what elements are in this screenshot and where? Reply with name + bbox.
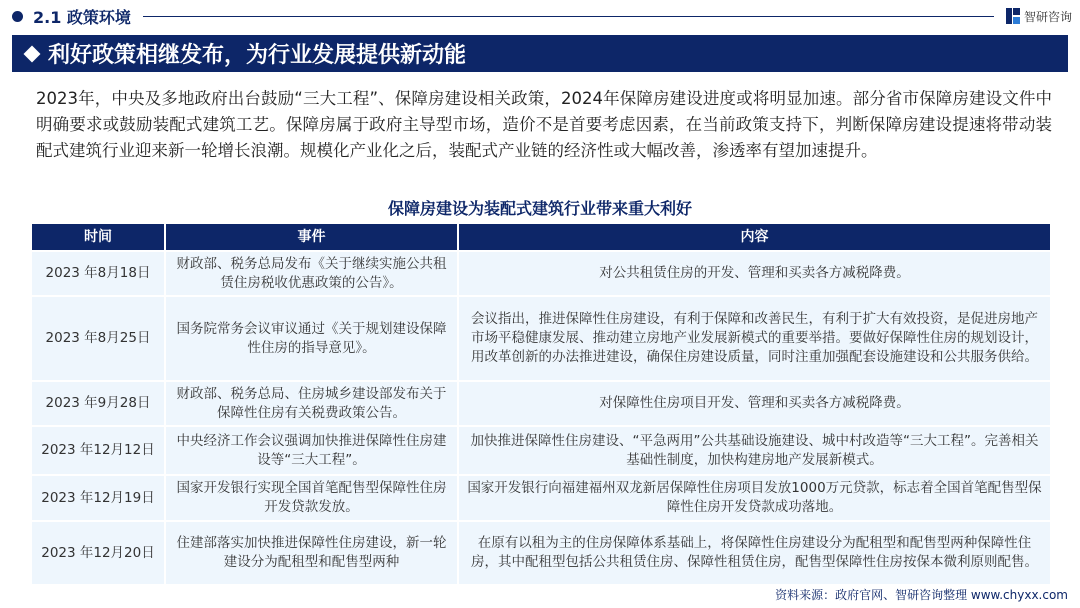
table-row (32, 427, 1050, 474)
table-row (32, 382, 1050, 425)
table-title: 保障房建设为装配式建筑行业带来重大利好 (387, 199, 692, 218)
table-row (32, 476, 1050, 520)
cell-content: 对保障性住房项目开发、管理和买卖各方减税降费。 (459, 382, 1050, 425)
policy-table (30, 222, 1052, 586)
section-header (12, 4, 1072, 28)
cell-content: 在原有以租为主的住房保障体系基础上，将保障性住房建设分为配租型和配售型两种保障性住房，其中配租型包括公共租赁住房、保障性租赁住房，配售型保障性住房按保本微利原则配售。 (459, 522, 1050, 584)
table-header-row (32, 224, 1050, 250)
divider (143, 16, 994, 17)
cell-event: 财政部、税务总局、住房城乡建设部发布关于保障性住房有关税费政策公告。 (166, 382, 457, 425)
cell-time: 2023 年12月19日 (32, 476, 164, 520)
cell-event: 国家开发银行实现全国首笔配售型保障性住房开发贷款发放。 (166, 476, 457, 520)
cell-content: 加快推进保障性住房建设、“平急两用”公共基础设施建设、城中村改造等“三大工程”。完善相关基础性制度，加快构建房地产发展新模式。 (459, 427, 1050, 474)
cell-time: 2023 年8月18日 (32, 252, 164, 295)
header-event: 事件 (166, 224, 457, 250)
cell-content: 会议指出，推进保障性住房建设，有利于保障和改善民生，有利于扩大有效投资，是促进房地产市场平稳健康发展、推动建立房地产业发展新模式的重要举措。要做好保障性住房的规划设计，用改革创新的办法推进建设，确保住房建设质量，同时注重加强配套设施建设和公共服务供给。 (459, 297, 1050, 380)
page-title: 利好政策相继发布，为行业发展提供新动能 (48, 43, 467, 68)
cell-event: 财政部、税务总局发布《关于继续实施公共租赁住房税收优惠政策的公告》。 (166, 252, 457, 295)
cell-time: 2023 年12月20日 (32, 522, 164, 584)
title-bar (12, 35, 1068, 72)
table-row (32, 252, 1050, 295)
cell-event: 国务院常务会议审议通过《关于规划建设保障性住房的指导意见》。 (166, 297, 457, 380)
cell-time: 2023 年9月28日 (32, 382, 164, 425)
table-row (32, 297, 1050, 380)
table-row (32, 522, 1050, 584)
cell-content: 对公共租赁住房的开发、管理和买卖各方减税降费。 (459, 252, 1050, 295)
section-title: 2.1 政策环境 (33, 7, 131, 27)
header-content: 内容 (459, 224, 1050, 250)
cell-content: 国家开发银行向福建福州双龙新居保障性住房项目发放1000万元贷款，标志着全国首笔配售型保障性住房开发贷款成功落地。 (459, 476, 1050, 520)
cell-event: 住建部落实加快推进保障性住房建设，新一轮建设分为配租型和配售型两种 (166, 522, 457, 584)
cell-time: 2023 年12月12日 (32, 427, 164, 474)
source-note: 资料来源：政府官网、智研咨询整理 www.chyxx.com (775, 588, 1068, 602)
logo-icon (1006, 8, 1020, 24)
cell-event: 中央经济工作会议强调加快推进保障性住房建设等“三大工程”。 (166, 427, 457, 474)
diamond-icon (24, 45, 41, 62)
logo-text: 智研咨询 (1023, 9, 1072, 24)
bullet-icon (12, 11, 23, 22)
logo (1006, 8, 1072, 25)
intro-paragraph: 2023年，中央及多地政府出台鼓励“三大工程”、保障房建设相关政策，2024年保障房建设进度或将明显加速。部分省市保障房建设文件中明确要求或鼓励装配式建筑工艺。保障房属于政府主导型市场，造价不是首要考虑因素，在当前政策支持下，判断保障房建设提速将带动装配式建筑行业迎来新一轮增长浪潮。规模化产业化之后，装配式产业链的经济性或大幅改善，渗透率有望加速提升。 (36, 89, 1052, 160)
cell-time: 2023 年8月25日 (32, 297, 164, 380)
header-time: 时间 (32, 224, 164, 250)
